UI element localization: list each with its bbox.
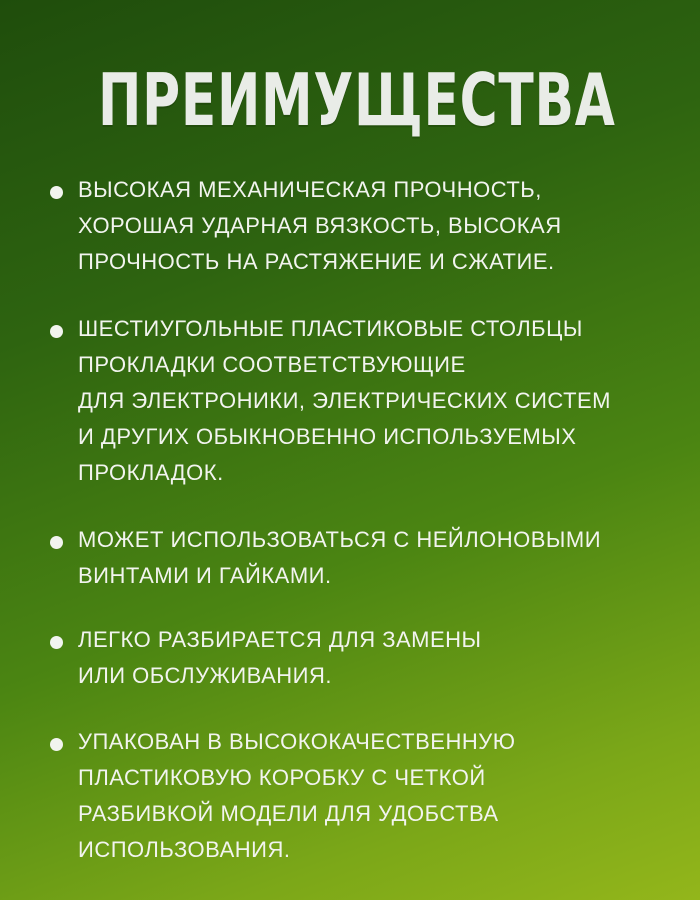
bullet-dot-icon [50,186,63,199]
list-item-text: ВЫСОКАЯ МЕХАНИЧЕСКАЯ ПРОЧНОСТЬ, ХОРОШАЯ УДАРНАЯ ВЯЗКОСТЬ, ВЫСОКАЯ ПРОЧНОСТЬ НА РАСТЯЖЕНИЕ И СЖАТИЕ. [78,177,562,274]
bullet-dot-icon [50,536,63,549]
bullet-dot-icon [50,325,63,338]
list-item-text: ЛЕГКО РАЗБИРАЕТСЯ ДЛЯ ЗАМЕНЫ ИЛИ ОБСЛУЖИВАНИЯ. [78,627,482,688]
bullet-dot-icon [50,636,63,649]
list-item-text: МОЖЕТ ИСПОЛЬЗОВАТЬСЯ С НЕЙЛОНОВЫМИ ВИНТАМИ И ГАЙКАМИ. [78,527,602,588]
bullet-dot-icon [50,738,63,751]
list-item-text: УПАКОВАН В ВЫСОКОКАЧЕСТВЕННУЮ ПЛАСТИКОВУЮ КОРОБКУ С ЧЕТКОЙ РАЗБИВКОЙ МОДЕЛИ ДЛЯ УДОБСТВА ИСПОЛЬЗОВАНИЯ. [78,729,516,862]
list-item-text: ШЕСТИУГОЛЬНЫЕ ПЛАСТИКОВЫЕ СТОЛБЦЫ ПРОКЛАДКИ СООТВЕТСТВУЮЩИЕ ДЛЯ ЭЛЕКТРОНИКИ, ЭЛЕКТРИЧЕСКИХ СИСТЕМ И ДРУГИХ ОБЫКНОВЕННО ИСПОЛЬЗУЕМЫХ ПРОКЛАДОК. [78,316,612,485]
page-title: ПРЕИМУЩЕСТВА [97,58,616,142]
